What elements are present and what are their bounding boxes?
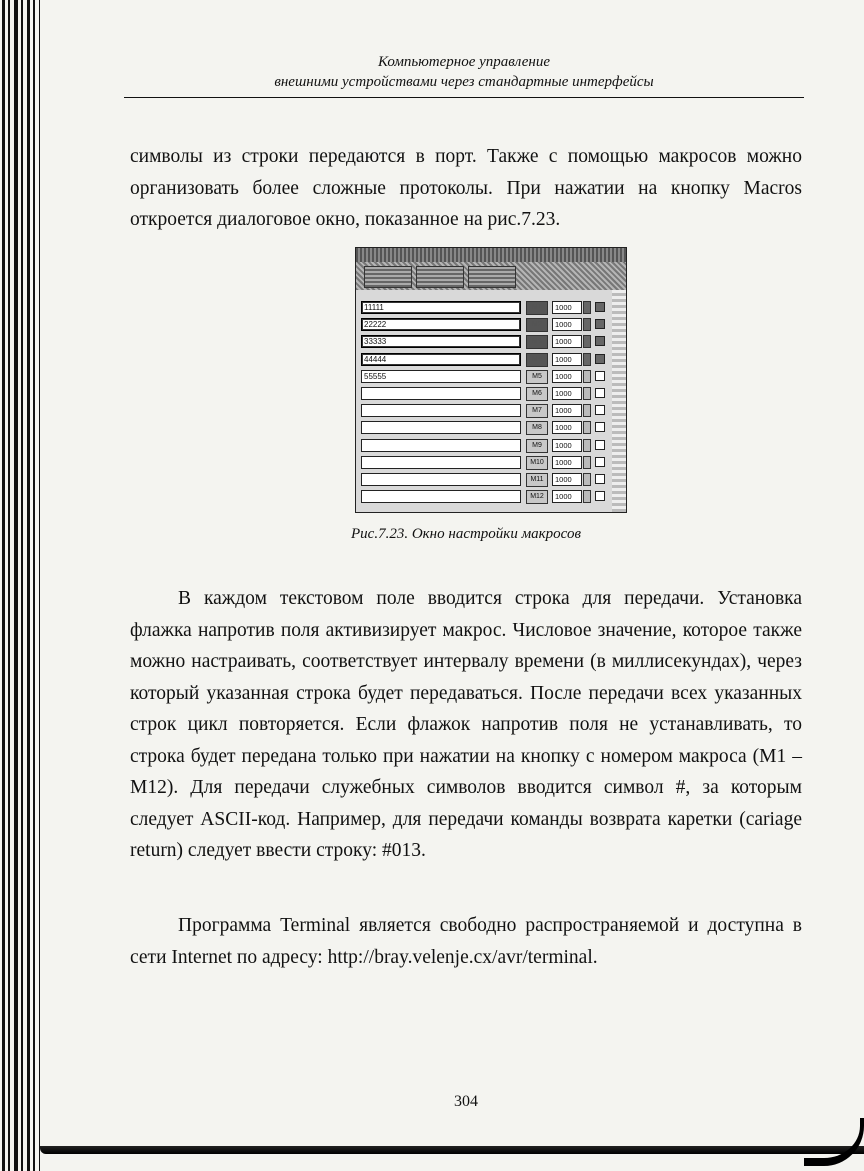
binding-line <box>39 0 40 1171</box>
page-number: 304 <box>454 1093 478 1110</box>
macro-row <box>359 317 623 334</box>
macro-string-field[interactable]: 33333 <box>361 335 521 348</box>
macro-string-field[interactable]: 44444 <box>361 353 521 366</box>
interval-spinner[interactable] <box>583 353 591 366</box>
binding-line <box>21 0 23 1171</box>
macro-settings-window-figure <box>355 247 627 513</box>
macro-string-field[interactable] <box>361 387 521 400</box>
macro-send-button[interactable]: M5 <box>526 370 548 384</box>
macro-interval-field[interactable]: 1000 <box>552 353 582 366</box>
macro-send-button[interactable]: M11 <box>526 473 548 487</box>
macro-send-button[interactable]: M6 <box>526 387 548 401</box>
binding-line <box>14 0 18 1171</box>
macro-send-button[interactable]: M1 <box>526 301 548 315</box>
macro-enable-checkbox[interactable] <box>595 388 605 398</box>
binding-line <box>8 0 10 1171</box>
figure-caption: Рис.7.23. Окно настройки макросов <box>351 526 581 542</box>
macro-row <box>359 352 623 369</box>
macro-interval-field[interactable]: 1000 <box>552 473 582 486</box>
macro-string-field[interactable]: 55555 <box>361 370 521 383</box>
interval-spinner[interactable] <box>583 490 591 503</box>
header-rule <box>124 97 804 98</box>
interval-spinner[interactable] <box>583 473 591 486</box>
macro-rows <box>359 300 623 506</box>
macro-interval-field[interactable]: 1000 <box>552 490 582 503</box>
running-head-line1: Компьютерное управление <box>378 54 550 70</box>
macro-send-button[interactable]: M3 <box>526 335 548 349</box>
macro-enable-checkbox[interactable] <box>595 457 605 467</box>
macro-enable-checkbox[interactable] <box>595 422 605 432</box>
interval-spinner[interactable] <box>583 387 591 400</box>
binding-line <box>33 0 35 1171</box>
macro-interval-field[interactable]: 1000 <box>552 387 582 400</box>
macro-row <box>359 386 623 403</box>
macro-enable-checkbox[interactable] <box>595 440 605 450</box>
macro-send-button[interactable]: M12 <box>526 490 548 504</box>
figure-titlebar <box>356 248 626 262</box>
scan-bottom-edge <box>40 1146 864 1154</box>
interval-spinner[interactable] <box>583 318 591 331</box>
interval-spinner[interactable] <box>583 404 591 417</box>
figure-right-strip <box>612 290 626 512</box>
macro-string-field[interactable] <box>361 421 521 434</box>
macro-send-button[interactable]: M2 <box>526 318 548 332</box>
paragraph-2: В каждом текстовом поле вводится строка для передачи. Установка флажка напротив поля активизирует макрос. Числовое значение, которое также можно настраивать, соответствует интервалу времени (в миллисекундах), через который указанная строка будет передаваться. После передачи всех указанных строк цикл повторяется. Если флажок напротив поля не устанавливать, то строка будет передана только при нажатии на кнопку с номером макроса (M1 – M12). Для передачи служебных символов вводится символ #, за которым следует ASCII-код. Например, для передачи команды возврата каретки (cariage return) следует ввести строку: #013. <box>130 588 802 861</box>
macro-row <box>359 438 623 455</box>
running-head <box>124 52 804 92</box>
interval-spinner[interactable] <box>583 439 591 452</box>
macro-row <box>359 403 623 420</box>
paragraph-3: Программа Terminal является свободно распространяемой и доступна в сети Internet по адресу: http://bray.velenje.cx/avr/terminal. <box>130 915 802 968</box>
macro-enable-checkbox[interactable] <box>595 491 605 501</box>
macro-interval-field[interactable]: 1000 <box>552 439 582 452</box>
macro-interval-field[interactable]: 1000 <box>552 404 582 417</box>
binding-line <box>2 0 5 1171</box>
macro-row <box>359 489 623 506</box>
paragraph-1: символы из строки передаются в порт. Также с помощью макросов можно организовать более сложные протоколы. При нажатии на кнопку Macros откроется диалоговое окно, показанное на рис.7.23. <box>130 146 802 230</box>
macro-enable-checkbox[interactable] <box>595 405 605 415</box>
macro-row <box>359 472 623 489</box>
macro-interval-field[interactable]: 1000 <box>552 301 582 314</box>
figure-toolbar-button <box>468 266 516 288</box>
figure-toolbar-button <box>364 266 412 288</box>
scan-page-curl <box>804 1118 864 1166</box>
figure-toolbar-button <box>416 266 464 288</box>
macro-enable-checkbox[interactable] <box>595 474 605 484</box>
macro-row <box>359 300 623 317</box>
macro-row <box>359 420 623 437</box>
macro-string-field[interactable] <box>361 473 521 486</box>
interval-spinner[interactable] <box>583 335 591 348</box>
macro-string-field[interactable] <box>361 456 521 469</box>
macro-string-field[interactable] <box>361 490 521 503</box>
interval-spinner[interactable] <box>583 370 591 383</box>
macro-string-field[interactable]: 11111 <box>361 301 521 314</box>
macro-send-button[interactable]: M8 <box>526 421 548 435</box>
macro-send-button[interactable]: M4 <box>526 353 548 367</box>
macro-send-button[interactable]: M7 <box>526 404 548 418</box>
macro-interval-field[interactable]: 1000 <box>552 318 582 331</box>
macro-interval-field[interactable]: 1000 <box>552 421 582 434</box>
macro-enable-checkbox[interactable] <box>595 336 605 346</box>
binding-line <box>27 0 30 1171</box>
macro-enable-checkbox[interactable] <box>595 319 605 329</box>
macro-string-field[interactable] <box>361 404 521 417</box>
macro-row <box>359 369 623 386</box>
macro-interval-field[interactable]: 1000 <box>552 335 582 348</box>
macro-string-field[interactable]: 22222 <box>361 318 521 331</box>
macro-enable-checkbox[interactable] <box>595 302 605 312</box>
running-head-line2: внешними устройствами через стандартные интерфейсы <box>274 74 654 90</box>
interval-spinner[interactable] <box>583 421 591 434</box>
macro-enable-checkbox[interactable] <box>595 371 605 381</box>
macro-interval-field[interactable]: 1000 <box>552 456 582 469</box>
macro-send-button[interactable]: M10 <box>526 456 548 470</box>
macro-row <box>359 455 623 472</box>
macro-enable-checkbox[interactable] <box>595 354 605 364</box>
macro-interval-field[interactable]: 1000 <box>552 370 582 383</box>
scan-binding-edge <box>0 0 46 1171</box>
macro-string-field[interactable] <box>361 439 521 452</box>
macro-send-button[interactable]: M9 <box>526 439 548 453</box>
interval-spinner[interactable] <box>583 301 591 314</box>
macro-row <box>359 334 623 351</box>
interval-spinner[interactable] <box>583 456 591 469</box>
